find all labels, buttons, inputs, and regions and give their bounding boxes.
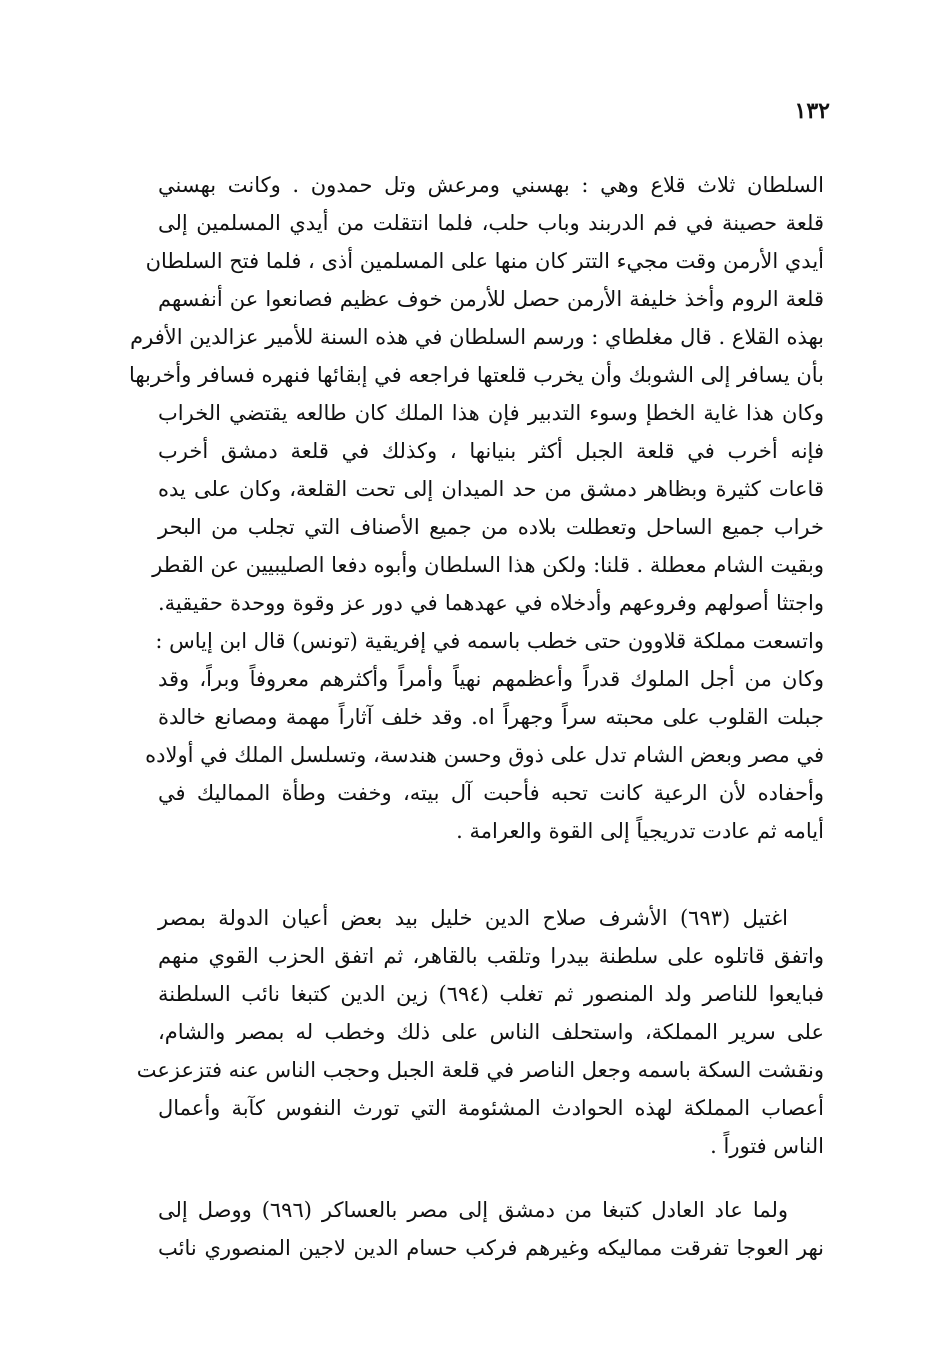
text-line: فإنه أخرب في قلعة الجبل أكثر بنيانها ، وكذلك في قلعة دمشق أخرب [158,439,824,463]
text-line: قلعة حصينة في فم الدربند وباب حلب، فلما انتقلت من أيدي المسلمين إلى [158,211,824,235]
text-line: ولما عاد العادل كتبغا من دمشق إلى مصر بالعساكر (٦٩٦) ووصل إلى [158,1198,788,1222]
text-line: أيدي الأرمن وقت مجيء التتر كان منها على المسلمين أذى ، فلما فتح السلطان [145,249,824,273]
text-line: في مصر وبعض الشام تدل على ذوق وحسن هندسة، وتسلسل الملك في أولاده [145,743,824,767]
text-line: واتفق قاتلوه على سلطنة بيدرا وتلقب بالقاهر، ثم اتفق الحزب القوي منهم [158,944,824,968]
paragraph-3 [158,1191,824,1267]
text-line: بأن يسافر إلى الشوبك وأن يخرب قلعتها فراجعه في إبقائها فنهره فسافر وأخربها [128,363,824,387]
text-line: واجتثا أصولهم وفروعهم وأدخلاه في عهدهما في دور عز وقوة ووحدة حقيقية. [158,591,824,615]
text-line: جبلت القلوب على محبته سراً وجهراً اه. وقد خلف آثاراً مهمة ومصانع خالدة [158,705,824,729]
text-line: وكان من أجل الملوك قدراً وأعظمهم نهياً وأمراً وأكثرهم معروفاً وبراً، وقد [158,667,824,691]
text-line: ونقشت السكة باسمه وجعل الناصر في قلعة الجبل وحجب الناس عنه فتزعزعت [136,1058,824,1082]
text-line: وكان هذا غاية الخطإ وسوء التدبير فإن هذا الملك كان طالعه يقتضي الخراب [158,401,824,425]
text-line: فبايعوا للناصر ولد المنصور ثم تغلب (٦٩٤) زين الدين كتبغا نائب السلطنة [158,982,825,1006]
text-line: الناس فتوراً . [710,1134,824,1158]
text-line: قاعات كثيرة وبظاهر دمشق من حد الميدان إلى تحت القلعة، وكان على يده [158,477,824,501]
text-line: اغتيل (٦٩٣) الأشرف صلاح الدين خليل بيد بعض أعيان الدولة بمصر [158,906,789,930]
paragraph-1 [128,166,824,850]
text-line: نهر العوجا تفرقت مماليكه وغيرهم فركب حسام الدين لاجين المنصوري نائب [158,1236,824,1260]
text-line: واتسعت مملكة قلاوون حتى خطب باسمه في إفريقية (تونس) قال ابن إياس : [155,629,824,653]
text-line: على سرير المملكة، واستحلف الناس على ذلك وخطب له بمصر والشام، [158,1020,824,1044]
text-line: بهذه القلاع . قال مغلطاي : ورسم السلطان في هذه السنة للأمير عزالدين الأفرم [130,325,824,349]
text-line: وأحفاده لأن الرعية كانت تحبه فأحبت آل بيته، وخفت وطأة المماليك في [158,781,824,805]
text-line: وبقيت الشام معطلة . قلنا: ولكن هذا السلطان وأبوه دفعا الصليبيين عن القطر [152,553,824,577]
paragraph-2 [136,899,825,1165]
text-line: خراب جميع الساحل وتعطلت بلاده من جميع الأصناف التي تجلب من البحر [158,515,824,539]
text-line: أيامه ثم عادت تدريجياً إلى القوة والعرامة . [456,819,824,843]
text-line: قلعة الروم وأخذ خليفة الأرمن حصل للأرمن خوف عظيم فصانعوا عن أنفسهم [158,287,824,311]
page-number: ١٣٢ [794,98,830,124]
text-line: أعصاب المملكة لهذه الحوادث المشئومة التي تورث النفوس كآبة وأعمال [158,1096,824,1120]
text-line: السلطان ثلاث قلاع وهي : بهسني ومرعش وتل حمدون . وكانت بهسني [158,173,824,197]
